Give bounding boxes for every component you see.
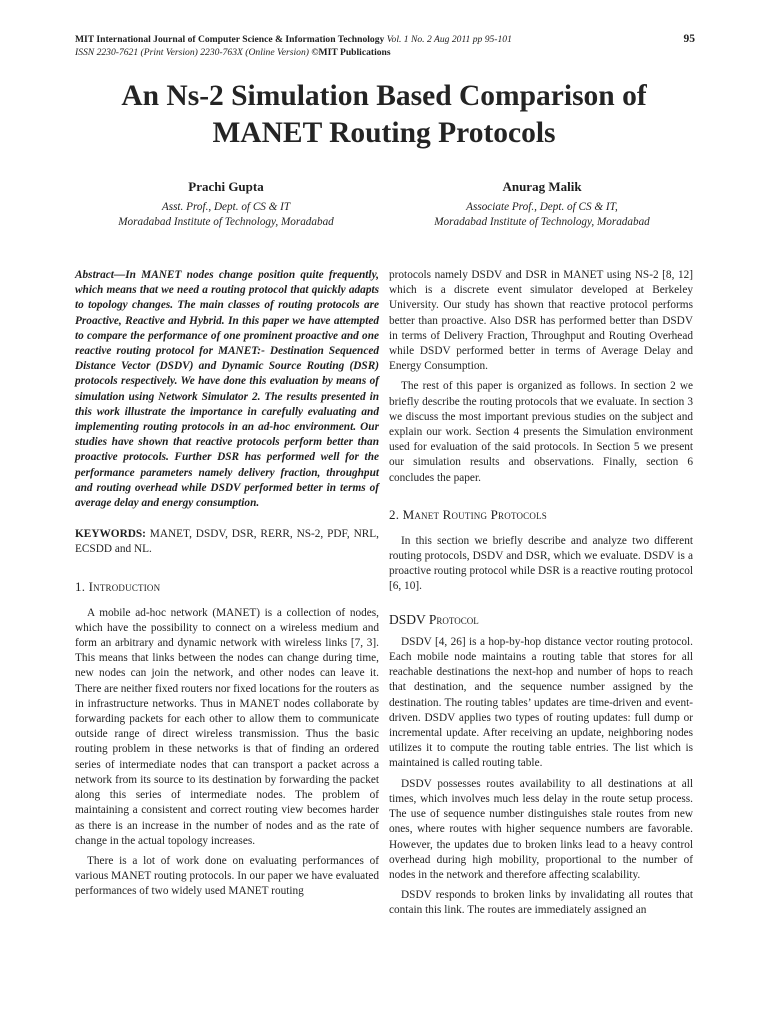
title-line-1: An Ns-2 Simulation Based Comparison of: [121, 80, 647, 112]
section-heading-introduction: 1. Introduction: [75, 578, 161, 594]
abstract: Abstract—In MANET nodes change position quite frequently, which means that we need a routing protocol that quickly adapts to topology changes. The main classes of routing protocols are Proactive, Reactive and Hybrid. In this paper we have attempted to compare the performance of one prominent proactive and one reactive routing protocol for MANET:- Destination Sequenced Distance Vector (DSDV) and Dynamic Source Routing (DSR) protocols respectively. We have done this evaluation by means of simulation using Network Simulator 2. The results presented in this work illustrate the importance in carefully evaluating and implementing routing protocols in an ad-hoc environment. Our studies have shown that reactive protocols perform better than proactive protocols. Further DSR has performed well for the performance parameters namely delivery fraction, throughput and routing overhead while DSDV performed better in terms of average delay and energy consumption.: [75, 269, 379, 510]
paragraph: There is a lot of work done on evaluating performances of various MANET routing protocols. In our paper we have evaluated performances of two widely used MANET routing: [75, 854, 379, 898]
paragraph: DSDV possesses routes availability to all destinations at all times, which involves much less delay in the route setup process. The use of sequence number distinguishes stale routes from new ones, where routes with higher sequence numbers are favorable. However, the updates due to broken links lead to a heavy control overhead during high mobility, proportional to the number of nodes in the network and therefore affecting scalability.: [389, 777, 693, 881]
author-block-2: [392, 178, 692, 230]
paragraph: DSDV [4, 26] is a hop-by-hop distance vector routing protocol. Each mobile node maintains a routing table that stores for all reachable destinations the next-hop and number of hops to reach that destination, and the sequence number assigned by the destination. The routing tables’ updates are time-driven and event-driven. DSDV applies two types of routing updates: full dump or incremental update. After receiving an update, neighboring nodes utilizes it to compute the routing table entries. The list which is maintained is called routing table.: [389, 635, 693, 770]
running-header: [75, 34, 695, 59]
subsection-heading-dsdv: DSDV Protocol: [389, 611, 479, 627]
title-line-2: MANET Routing Protocols: [212, 117, 556, 149]
author-affiliation: Asst. Prof., Dept. of CS & IT Moradabad Institute of Technology, Moradabad: [118, 201, 334, 228]
paragraph: A mobile ad-hoc network (MANET) is a collection of nodes, which have the possibility to connect on a wireless medium and form an arbitrary and dynamic network with wireless links [7, 3]. This means that links between the nodes can change during time, new nodes can join the network, and other nodes can leave it. There are neither fixed routers nor fixed locations for the routers as in infrastructure networks. Thus in MANET nodes collaborate by forwarding packets for each other to allow them to communicate outside range of direct wireless transmission. Thus the basic routing problem in these networks is that of finding an ordered series of intermediate nodes that can transport a packet across a network from its source to its destination by forwarding the packet along this series of intermediate nodes. The problem of maintaining a consistent and correct routing view becomes harder as there is an increase in the number of nodes and as the rate of change in the actual topology increases.: [75, 606, 379, 847]
publisher: ©MIT Publications: [311, 46, 391, 58]
paper-title: [0, 78, 768, 152]
paragraph: The rest of this paper is organized as follows. In section 2 we briefly describe the routing protocols that we evaluate. In section 3 we discuss the most important previous studies on the subject and explain our work. Section 4 presents the Simulation environment used for evaluation of the said protocols. In Section 5 we present our simulation results and observations. Finally, section 6 concludes the paper.: [389, 380, 693, 484]
keywords-label: KEYWORDS:: [75, 528, 146, 541]
issn: ISSN 2230-7621 (Print Version) 2230-763X (Online Version): [75, 46, 309, 58]
author-name: Prachi Gupta: [188, 179, 264, 194]
left-column: [75, 268, 379, 900]
section-heading-routing-protocols: 2. Manet Routing Protocols: [389, 506, 547, 522]
paragraph: DSDV responds to broken links by invalidating all routes that contain this link. The routes are immediately assigned an: [389, 889, 693, 917]
page-number: 95: [683, 33, 695, 45]
author-affiliation: Associate Prof., Dept. of CS & IT, Moradabad Institute of Technology, Moradabad: [434, 201, 650, 228]
volume-info: Vol. 1 No. 2 Aug 2011 pp 95-101: [386, 34, 512, 45]
journal-name: MIT International Journal of Computer Science & Information Technology: [75, 34, 385, 45]
right-column: [389, 268, 693, 919]
author-name: Anurag Malik: [502, 179, 582, 194]
keywords: [75, 527, 379, 557]
keywords-list: MANET, DSDV, DSR, RERR, NS-2, PDF, NRL, ECSDD and NL.: [75, 528, 380, 556]
author-block-1: [76, 178, 376, 230]
paragraph: protocols namely DSDV and DSR in MANET using NS-2 [8, 12] which is a discrete event simulator developed at Berkeley University. Our study has shown that reactive protocol performs better than proactive. Also DSR has performed better than DSDV in terms of Delivery Fraction, Throughput and Routing Overhead while DSDV performed better in terms of Average Delay and Energy Consumption.: [389, 269, 693, 373]
paragraph: In this section we briefly describe and analyze two different routing protocols, DSDV and DSR, which we evaluate. DSDV is a proactive routing protocol while DSR is a reactive routing protocol [6, 10].: [389, 534, 693, 593]
